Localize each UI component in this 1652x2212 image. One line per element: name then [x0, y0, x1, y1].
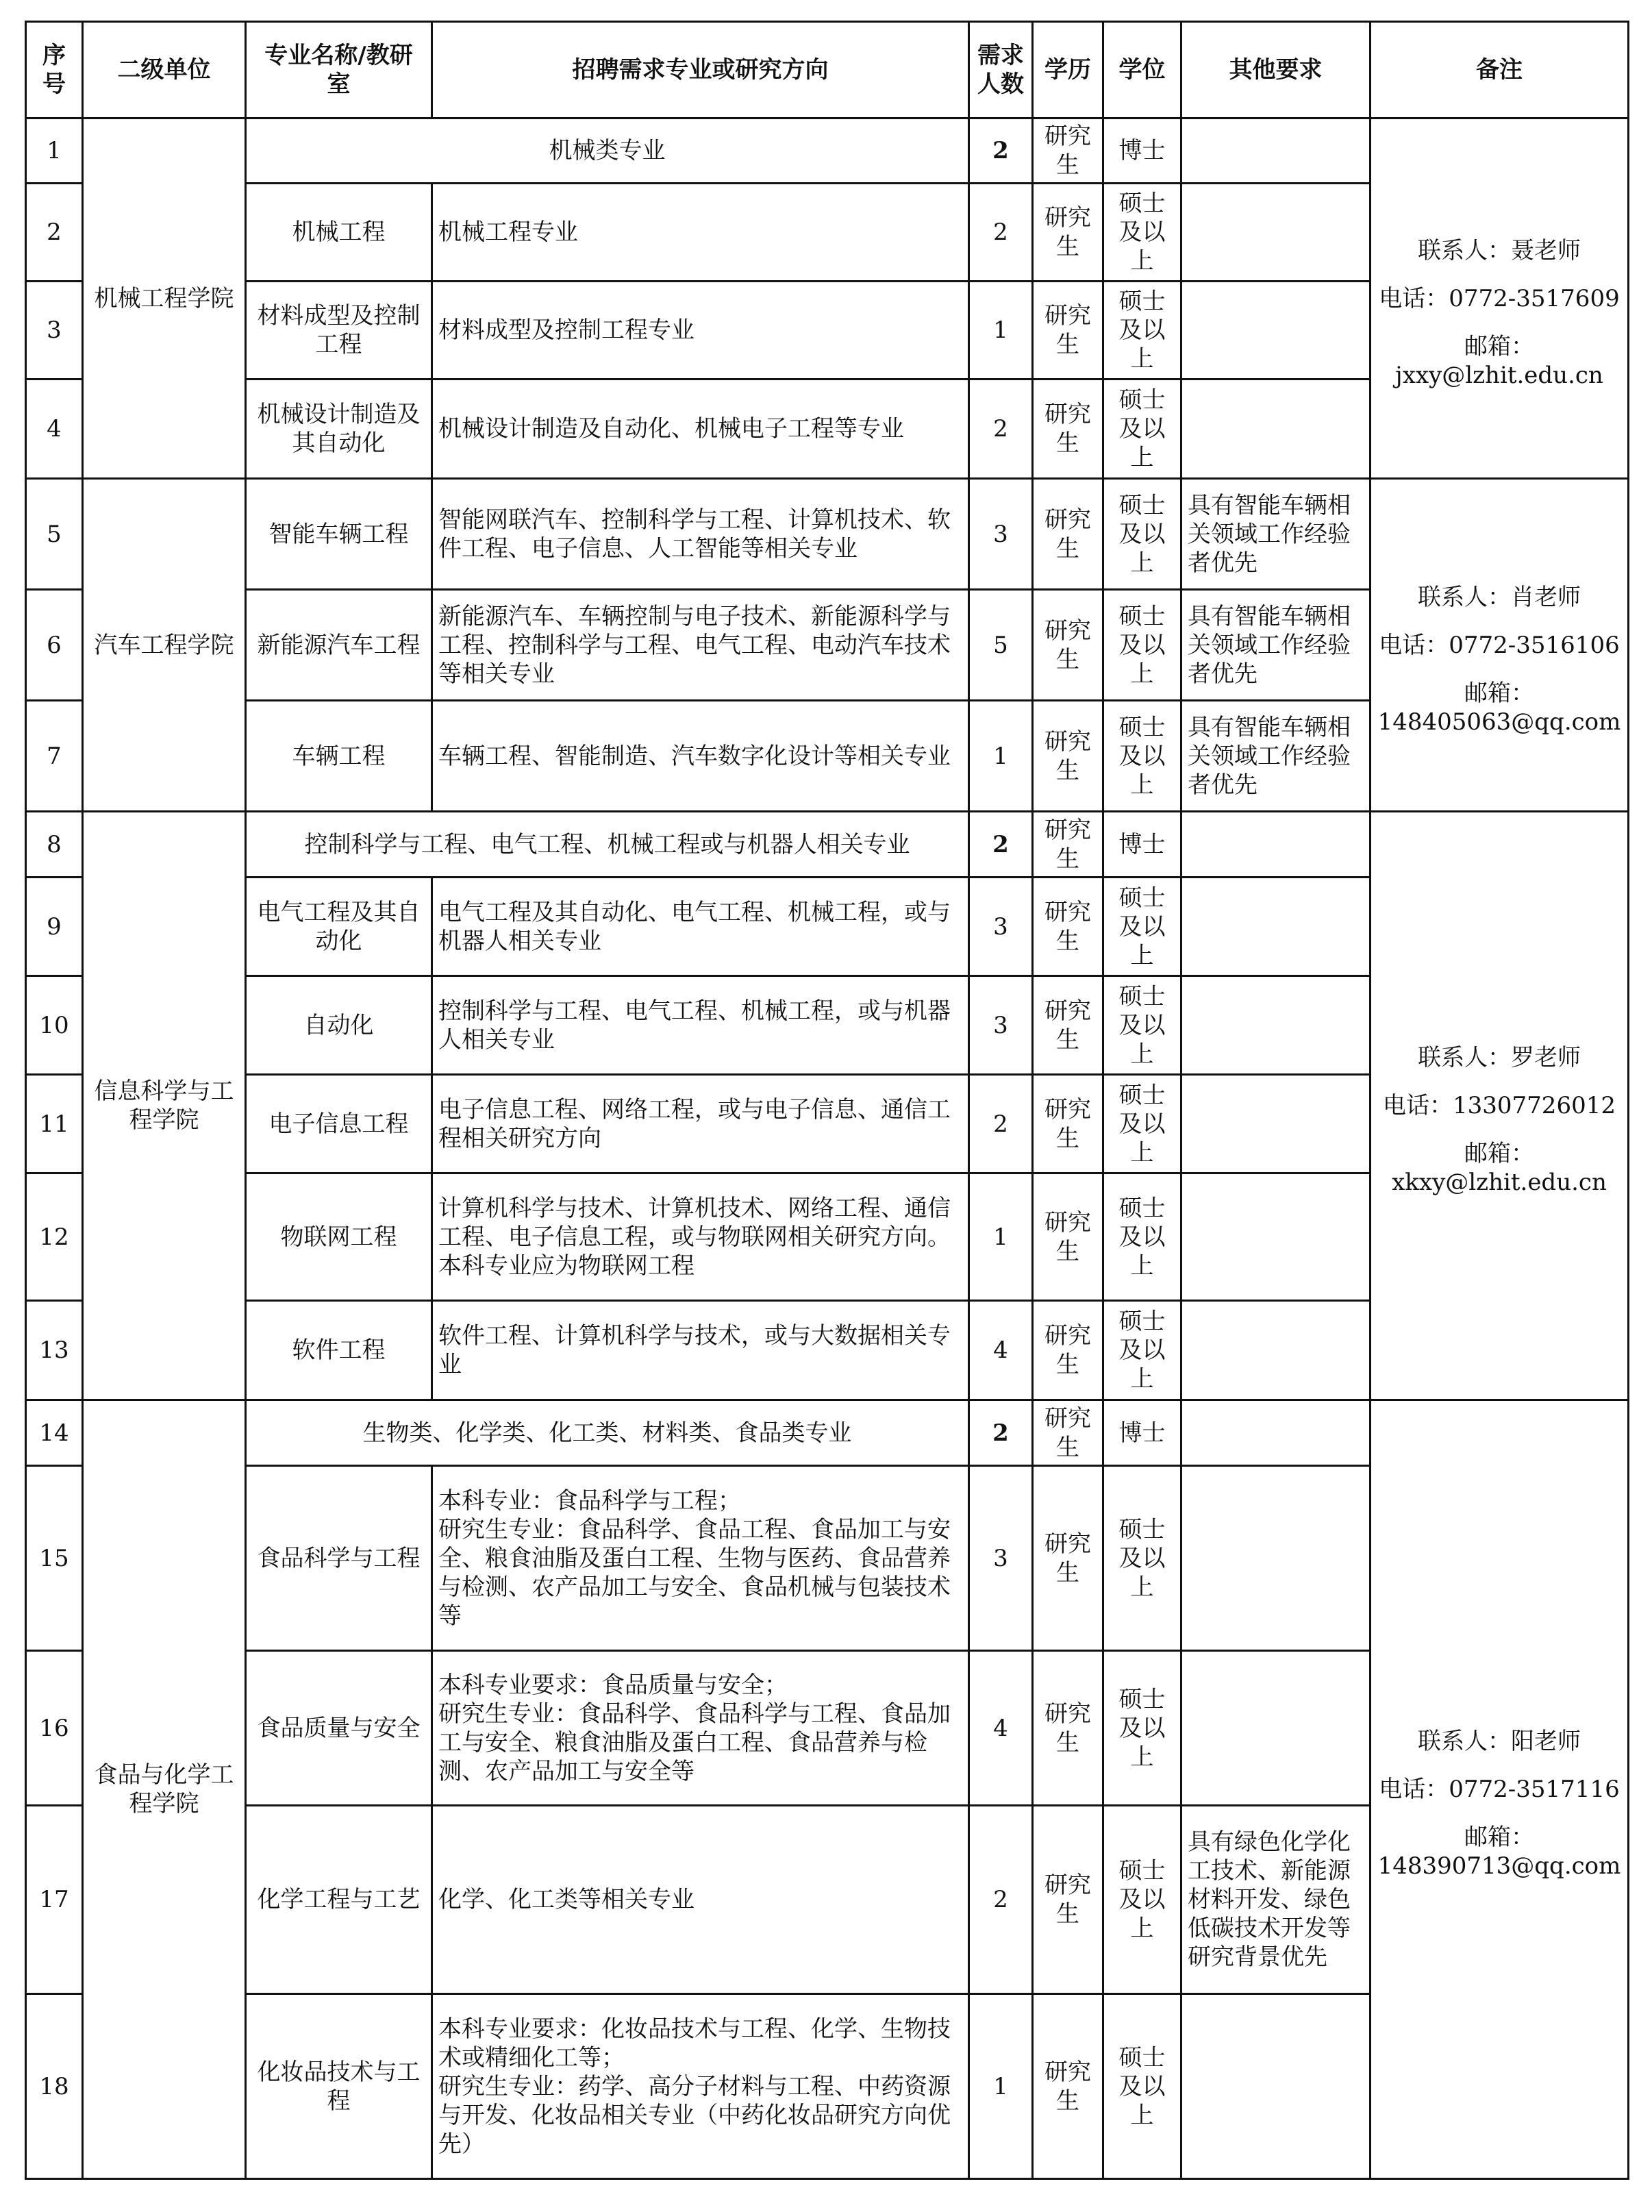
other-cell: [1181, 1400, 1371, 1466]
other-cell: [1181, 119, 1371, 184]
row-seq: 3: [26, 282, 83, 380]
remark-phone: 电话：0772-3517609: [1379, 284, 1620, 312]
remark-phone: 电话：0772-3516106: [1379, 631, 1620, 659]
major-cell: 新能源汽车工程: [246, 590, 432, 701]
education-cell: 研究 生: [1033, 119, 1103, 184]
field-cell: 控制科学与工程、电气工程、机械工程，或与机器人相关专业: [432, 976, 969, 1075]
header-seq: 序 号: [26, 22, 83, 119]
degree-cell: 硕士 及以 上: [1103, 976, 1181, 1075]
field-cell: 机械工程专业: [432, 184, 969, 282]
major-cell: 智能车辆工程: [246, 479, 432, 590]
other-cell: [1181, 184, 1371, 282]
remark-email: 148390713@qq.com: [1377, 1852, 1621, 1880]
header-other: 其他要求: [1181, 22, 1371, 119]
other-cell: [1181, 812, 1371, 878]
row-seq: 15: [26, 1466, 83, 1651]
education-cell: 研究 生: [1033, 701, 1103, 812]
major-cell: 电气工程及其自 动化: [246, 878, 432, 976]
remark-email-label: 邮箱：: [1464, 679, 1534, 707]
major-cell: 化妆品技术与工 程: [246, 1994, 432, 2179]
row-seq: 2: [26, 184, 83, 282]
field-cell: 本科专业要求：食品质量与安全； 研究生专业：食品科学、食品科学与工程、食品加工与安全、粮食油脂及蛋白工程、食品营养与检测、农产品加工与安全等: [432, 1651, 969, 1806]
row-seq: 11: [26, 1075, 83, 1173]
field-cell: 本科专业：食品科学与工程； 研究生专业：食品科学、食品工程、食品加工与安全、粮食油脂及蛋白工程、生物与医药、食品营养与检测、农产品加工与安全、食品机械与包装技术等: [432, 1466, 969, 1651]
row-seq: 5: [26, 479, 83, 590]
field-cell: 计算机科学与技术、计算机技术、网络工程、通信工程、电子信息工程，或与物联网相关研究方向。本科专业应为物联网工程: [432, 1173, 969, 1301]
education-cell: 研究 生: [1033, 1994, 1103, 2179]
degree-cell: 硕士 及以 上: [1103, 479, 1181, 590]
major-cell: 机械工程: [246, 184, 432, 282]
education-cell: 研究 生: [1033, 1400, 1103, 1466]
count-cell: 3: [969, 878, 1033, 976]
other-cell: [1181, 1466, 1371, 1651]
major-cell: 食品质量与安全: [246, 1651, 432, 1806]
other-cell: 具有智能车辆相关领域工作经验者优先: [1181, 701, 1371, 812]
education-cell: 研究 生: [1033, 590, 1103, 701]
count-cell: 1: [969, 1994, 1033, 2179]
table-row: [26, 119, 1629, 184]
field-cell: 电气工程及其自动化、电气工程、机械工程，或与机器人相关专业: [432, 878, 969, 976]
major-cell: 软件工程: [246, 1301, 432, 1400]
education-cell: 研究 生: [1033, 380, 1103, 479]
count-cell: 2: [969, 1075, 1033, 1173]
education-cell: 研究 生: [1033, 878, 1103, 976]
unit-cell: 信息科学与工 程学院: [83, 812, 246, 1400]
education-cell: 研究 生: [1033, 184, 1103, 282]
degree-cell: 硕士 及以 上: [1103, 184, 1181, 282]
row-seq: 1: [26, 119, 83, 184]
row-seq: 18: [26, 1994, 83, 2179]
count-cell: 3: [969, 976, 1033, 1075]
count-cell: 4: [969, 1301, 1033, 1400]
count-cell: 2: [969, 1400, 1033, 1466]
header-major: 专业名称/教研 室: [246, 22, 432, 119]
count-cell: 2: [969, 380, 1033, 479]
row-seq: 14: [26, 1400, 83, 1466]
education-cell: 研究 生: [1033, 479, 1103, 590]
major-cell: 物联网工程: [246, 1173, 432, 1301]
field-cell: 新能源汽车、车辆控制与电子技术、新能源科学与工程、控制科学与工程、电气工程、电动汽车技术等相关专业: [432, 590, 969, 701]
field-cell: 电子信息工程、网络工程，或与电子信息、通信工程相关研究方向: [432, 1075, 969, 1173]
row-seq: 6: [26, 590, 83, 701]
major-cell: 材料成型及控制 工程: [246, 282, 432, 380]
other-cell: [1181, 380, 1371, 479]
row-seq: 16: [26, 1651, 83, 1806]
degree-cell: 硕士 及以 上: [1103, 1651, 1181, 1806]
header-remark: 备注: [1371, 22, 1629, 119]
field-cell: 软件工程、计算机科学与技术，或与大数据相关专业: [432, 1301, 969, 1400]
major-cell: 自动化: [246, 976, 432, 1075]
other-cell: [1181, 878, 1371, 976]
table-row: [26, 1400, 1629, 1466]
remark-contact: 联系人：肖老师: [1418, 583, 1581, 611]
major-cell: 化学工程与工艺: [246, 1806, 432, 1994]
remark-cell: [1371, 479, 1629, 812]
field-cell: 化学、化工类等相关专业: [432, 1806, 969, 1994]
remark-cell: [1371, 119, 1629, 479]
row-seq: 8: [26, 812, 83, 878]
remark-email: xkxy@lzhit.edu.cn: [1392, 1169, 1607, 1196]
degree-cell: 硕士 及以 上: [1103, 701, 1181, 812]
unit-cell: 机械工程学院: [83, 119, 246, 479]
other-cell: [1181, 976, 1371, 1075]
remark-cell: [1371, 1400, 1629, 2179]
degree-cell: 硕士 及以 上: [1103, 878, 1181, 976]
other-cell: 具有智能车辆相关领域工作经验者优先: [1181, 479, 1371, 590]
degree-cell: 硕士 及以 上: [1103, 1173, 1181, 1301]
table-row: [26, 479, 1629, 590]
education-cell: 研究 生: [1033, 812, 1103, 878]
degree-cell: 硕士 及以 上: [1103, 282, 1181, 380]
other-cell: [1181, 1301, 1371, 1400]
field-cell: 控制科学与工程、电气工程、机械工程或与机器人相关专业: [246, 812, 969, 878]
other-cell: 具有绿色化学化工技术、新能源材料开发、绿色低碳技术开发等研究背景优先: [1181, 1806, 1371, 1994]
education-cell: 研究 生: [1033, 1301, 1103, 1400]
header-field: 招聘需求专业或研究方向: [432, 22, 969, 119]
degree-cell: 硕士 及以 上: [1103, 1994, 1181, 2179]
count-cell: 1: [969, 1173, 1033, 1301]
row-seq: 12: [26, 1173, 83, 1301]
count-cell: 3: [969, 479, 1033, 590]
degree-cell: 博士: [1103, 1400, 1181, 1466]
remark-email: 148405063@qq.com: [1377, 708, 1621, 736]
major-cell: 食品科学与工程: [246, 1466, 432, 1651]
education-cell: 研究 生: [1033, 1806, 1103, 1994]
education-cell: 研究 生: [1033, 1173, 1103, 1301]
remark-cell: [1371, 812, 1629, 1400]
degree-cell: 硕士 及以 上: [1103, 1806, 1181, 1994]
major-cell: 车辆工程: [246, 701, 432, 812]
count-cell: 1: [969, 701, 1033, 812]
field-cell: 智能网联汽车、控制科学与工程、计算机技术、软件工程、电子信息、人工智能等相关专业: [432, 479, 969, 590]
header-row: [26, 22, 1629, 119]
field-cell: 生物类、化学类、化工类、材料类、食品类专业: [246, 1400, 969, 1466]
other-cell: [1181, 1994, 1371, 2179]
count-cell: 2: [969, 184, 1033, 282]
remark-phone: 电话：13307726012: [1383, 1092, 1616, 1119]
recruitment-table: [25, 21, 1629, 2180]
remark-email-label: 邮箱：: [1464, 1140, 1534, 1167]
other-cell: [1181, 282, 1371, 380]
field-cell: 机械设计制造及自动化、机械电子工程等专业: [432, 380, 969, 479]
other-cell: 具有智能车辆相关领域工作经验者优先: [1181, 590, 1371, 701]
other-cell: [1181, 1173, 1371, 1301]
header-count: 需求 人数: [969, 22, 1033, 119]
remark-email: jxxy@lzhit.edu.cn: [1395, 361, 1603, 389]
education-cell: 研究 生: [1033, 1466, 1103, 1651]
other-cell: [1181, 1075, 1371, 1173]
remark-email-label: 邮箱：: [1464, 1824, 1534, 1851]
count-cell: 1: [969, 282, 1033, 380]
count-cell: 2: [969, 119, 1033, 184]
row-seq: 13: [26, 1301, 83, 1400]
field-cell: 材料成型及控制工程专业: [432, 282, 969, 380]
degree-cell: 硕士 及以 上: [1103, 1301, 1181, 1400]
degree-cell: 博士: [1103, 119, 1181, 184]
row-seq: 17: [26, 1806, 83, 1994]
count-cell: 2: [969, 1806, 1033, 1994]
unit-cell: 汽车工程学院: [83, 479, 246, 812]
table-body: [26, 119, 1629, 2179]
count-cell: 5: [969, 590, 1033, 701]
remark-contact: 联系人：阳老师: [1418, 1728, 1581, 1755]
count-cell: 4: [969, 1651, 1033, 1806]
major-cell: 机械设计制造及 其自动化: [246, 380, 432, 479]
header-unit: 二级单位: [83, 22, 246, 119]
other-cell: [1181, 1651, 1371, 1806]
remark-contact: 联系人：罗老师: [1418, 1044, 1581, 1071]
degree-cell: 硕士 及以 上: [1103, 590, 1181, 701]
education-cell: 研究 生: [1033, 1075, 1103, 1173]
field-cell: 本科专业要求：化妆品技术与工程、化学、生物技术或精细化工等； 研究生专业：药学、高分子材料与工程、中药资源与开发、化妆品相关专业（中药化妆品研究方向优先）: [432, 1994, 969, 2179]
header-degree: 学位: [1103, 22, 1181, 119]
table-row: [26, 812, 1629, 878]
education-cell: 研究 生: [1033, 976, 1103, 1075]
field-cell: 车辆工程、智能制造、汽车数字化设计等相关专业: [432, 701, 969, 812]
header-education: 学历: [1033, 22, 1103, 119]
education-cell: 研究 生: [1033, 282, 1103, 380]
remark-email-label: 邮箱：: [1464, 332, 1534, 360]
row-seq: 9: [26, 878, 83, 976]
count-cell: 2: [969, 812, 1033, 878]
major-cell: 电子信息工程: [246, 1075, 432, 1173]
degree-cell: 硕士 及以 上: [1103, 380, 1181, 479]
degree-cell: 硕士 及以 上: [1103, 1466, 1181, 1651]
degree-cell: 硕士 及以 上: [1103, 1075, 1181, 1173]
education-cell: 研究 生: [1033, 1651, 1103, 1806]
row-seq: 7: [26, 701, 83, 812]
count-cell: 3: [969, 1466, 1033, 1651]
remark-phone: 电话：0772-3517116: [1379, 1776, 1620, 1803]
field-cell: 机械类专业: [246, 119, 969, 184]
row-seq: 4: [26, 380, 83, 479]
unit-cell: 食品与化学工 程学院: [83, 1400, 246, 2179]
row-seq: 10: [26, 976, 83, 1075]
degree-cell: 博士: [1103, 812, 1181, 878]
remark-contact: 联系人：聂老师: [1418, 236, 1581, 264]
